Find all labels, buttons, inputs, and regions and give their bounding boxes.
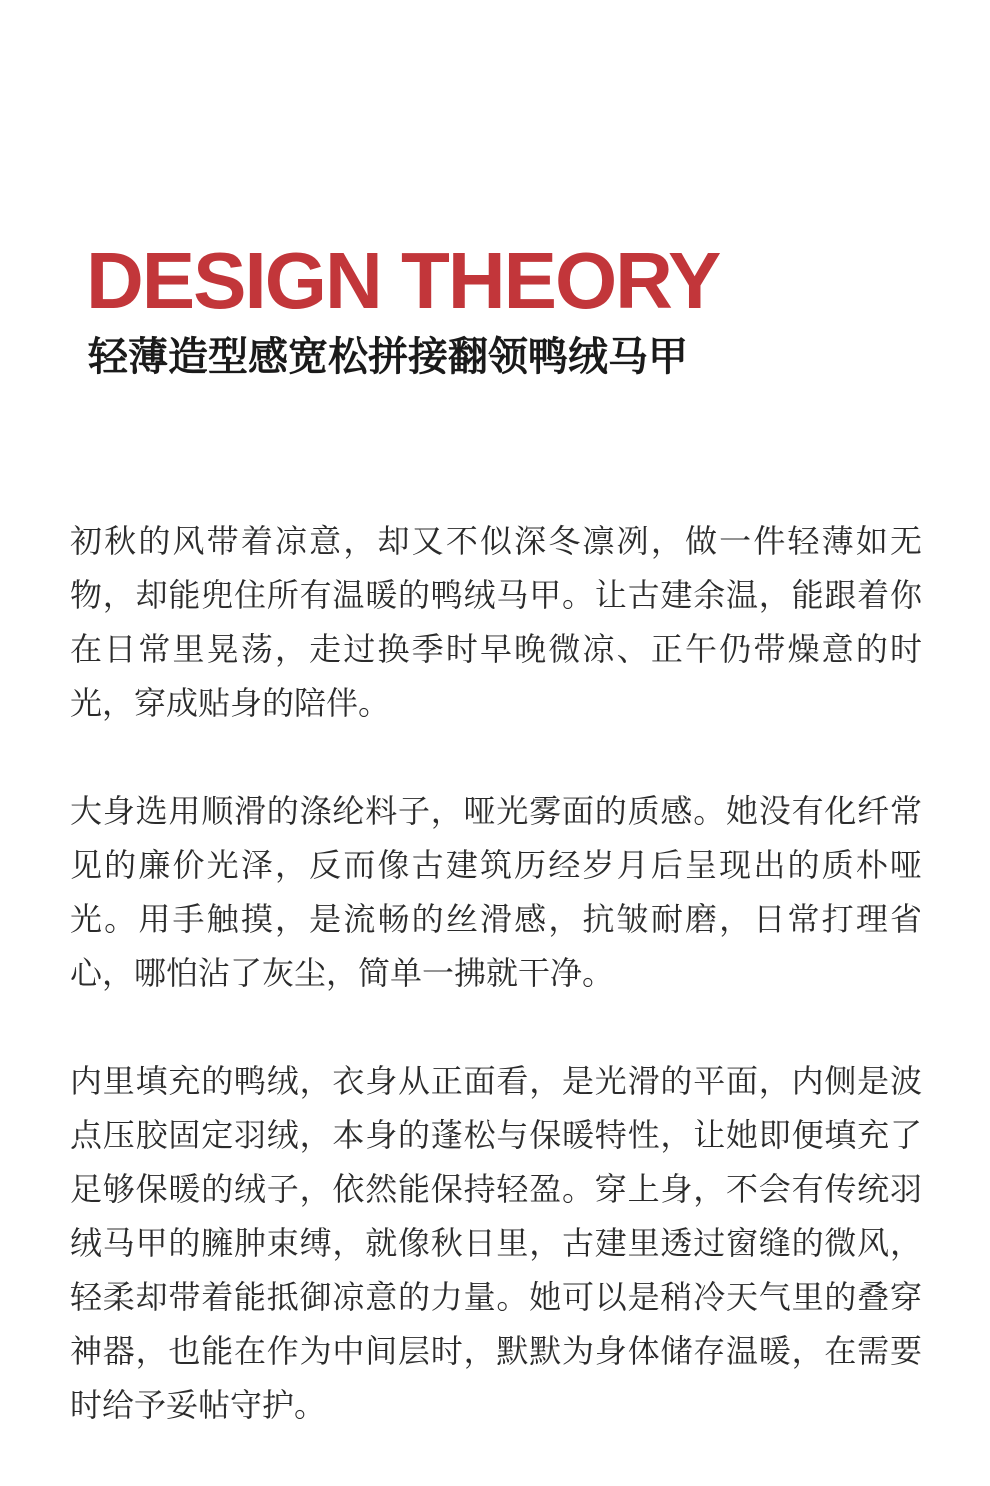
body-copy	[70, 514, 922, 1486]
page-subtitle: 轻薄造型感宽松拼接翻领鸭绒马甲	[88, 334, 688, 380]
page-title: DESIGN THEORY	[86, 236, 720, 325]
paragraph-intro: 初秋的风带着凉意，却又不似深冬凛冽，做一件轻薄如无物，却能兜住所有温暖的鸭绒马甲。让古建余温，能跟着你在日常里晃荡，走过换季时早晚微凉、正午仍带燥意的时光，穿成贴身的陪伴。	[70, 522, 922, 722]
paragraph-fabric: 大身选用顺滑的涤纶料子，哑光雾面的质感。她没有化纤常见的廉价光泽，反而像古建筑历经岁月后呈现出的质朴哑光。用手触摸，是流畅的丝滑感，抗皱耐磨，日常打理省心，哪怕沾了灰尘，简单一拂就干净。	[70, 792, 922, 992]
paragraph-filling: 内里填充的鸭绒，衣身从正面看，是光滑的平面，内侧是波点压胶固定羽绒，本身的蓬松与保暖特性，让她即便填充了足够保暖的绒子，依然能保持轻盈。穿上身，不会有传统羽绒马甲的臃肿束缚，就像秋日里，古建里透过窗缝的微风，轻柔却带着能抵御凉意的力量。她可以是稍冷天气里的叠穿神器，也能在作为中间层时，默默为身体储存温暖，在需要时给予妥帖守护。	[70, 1062, 922, 1424]
